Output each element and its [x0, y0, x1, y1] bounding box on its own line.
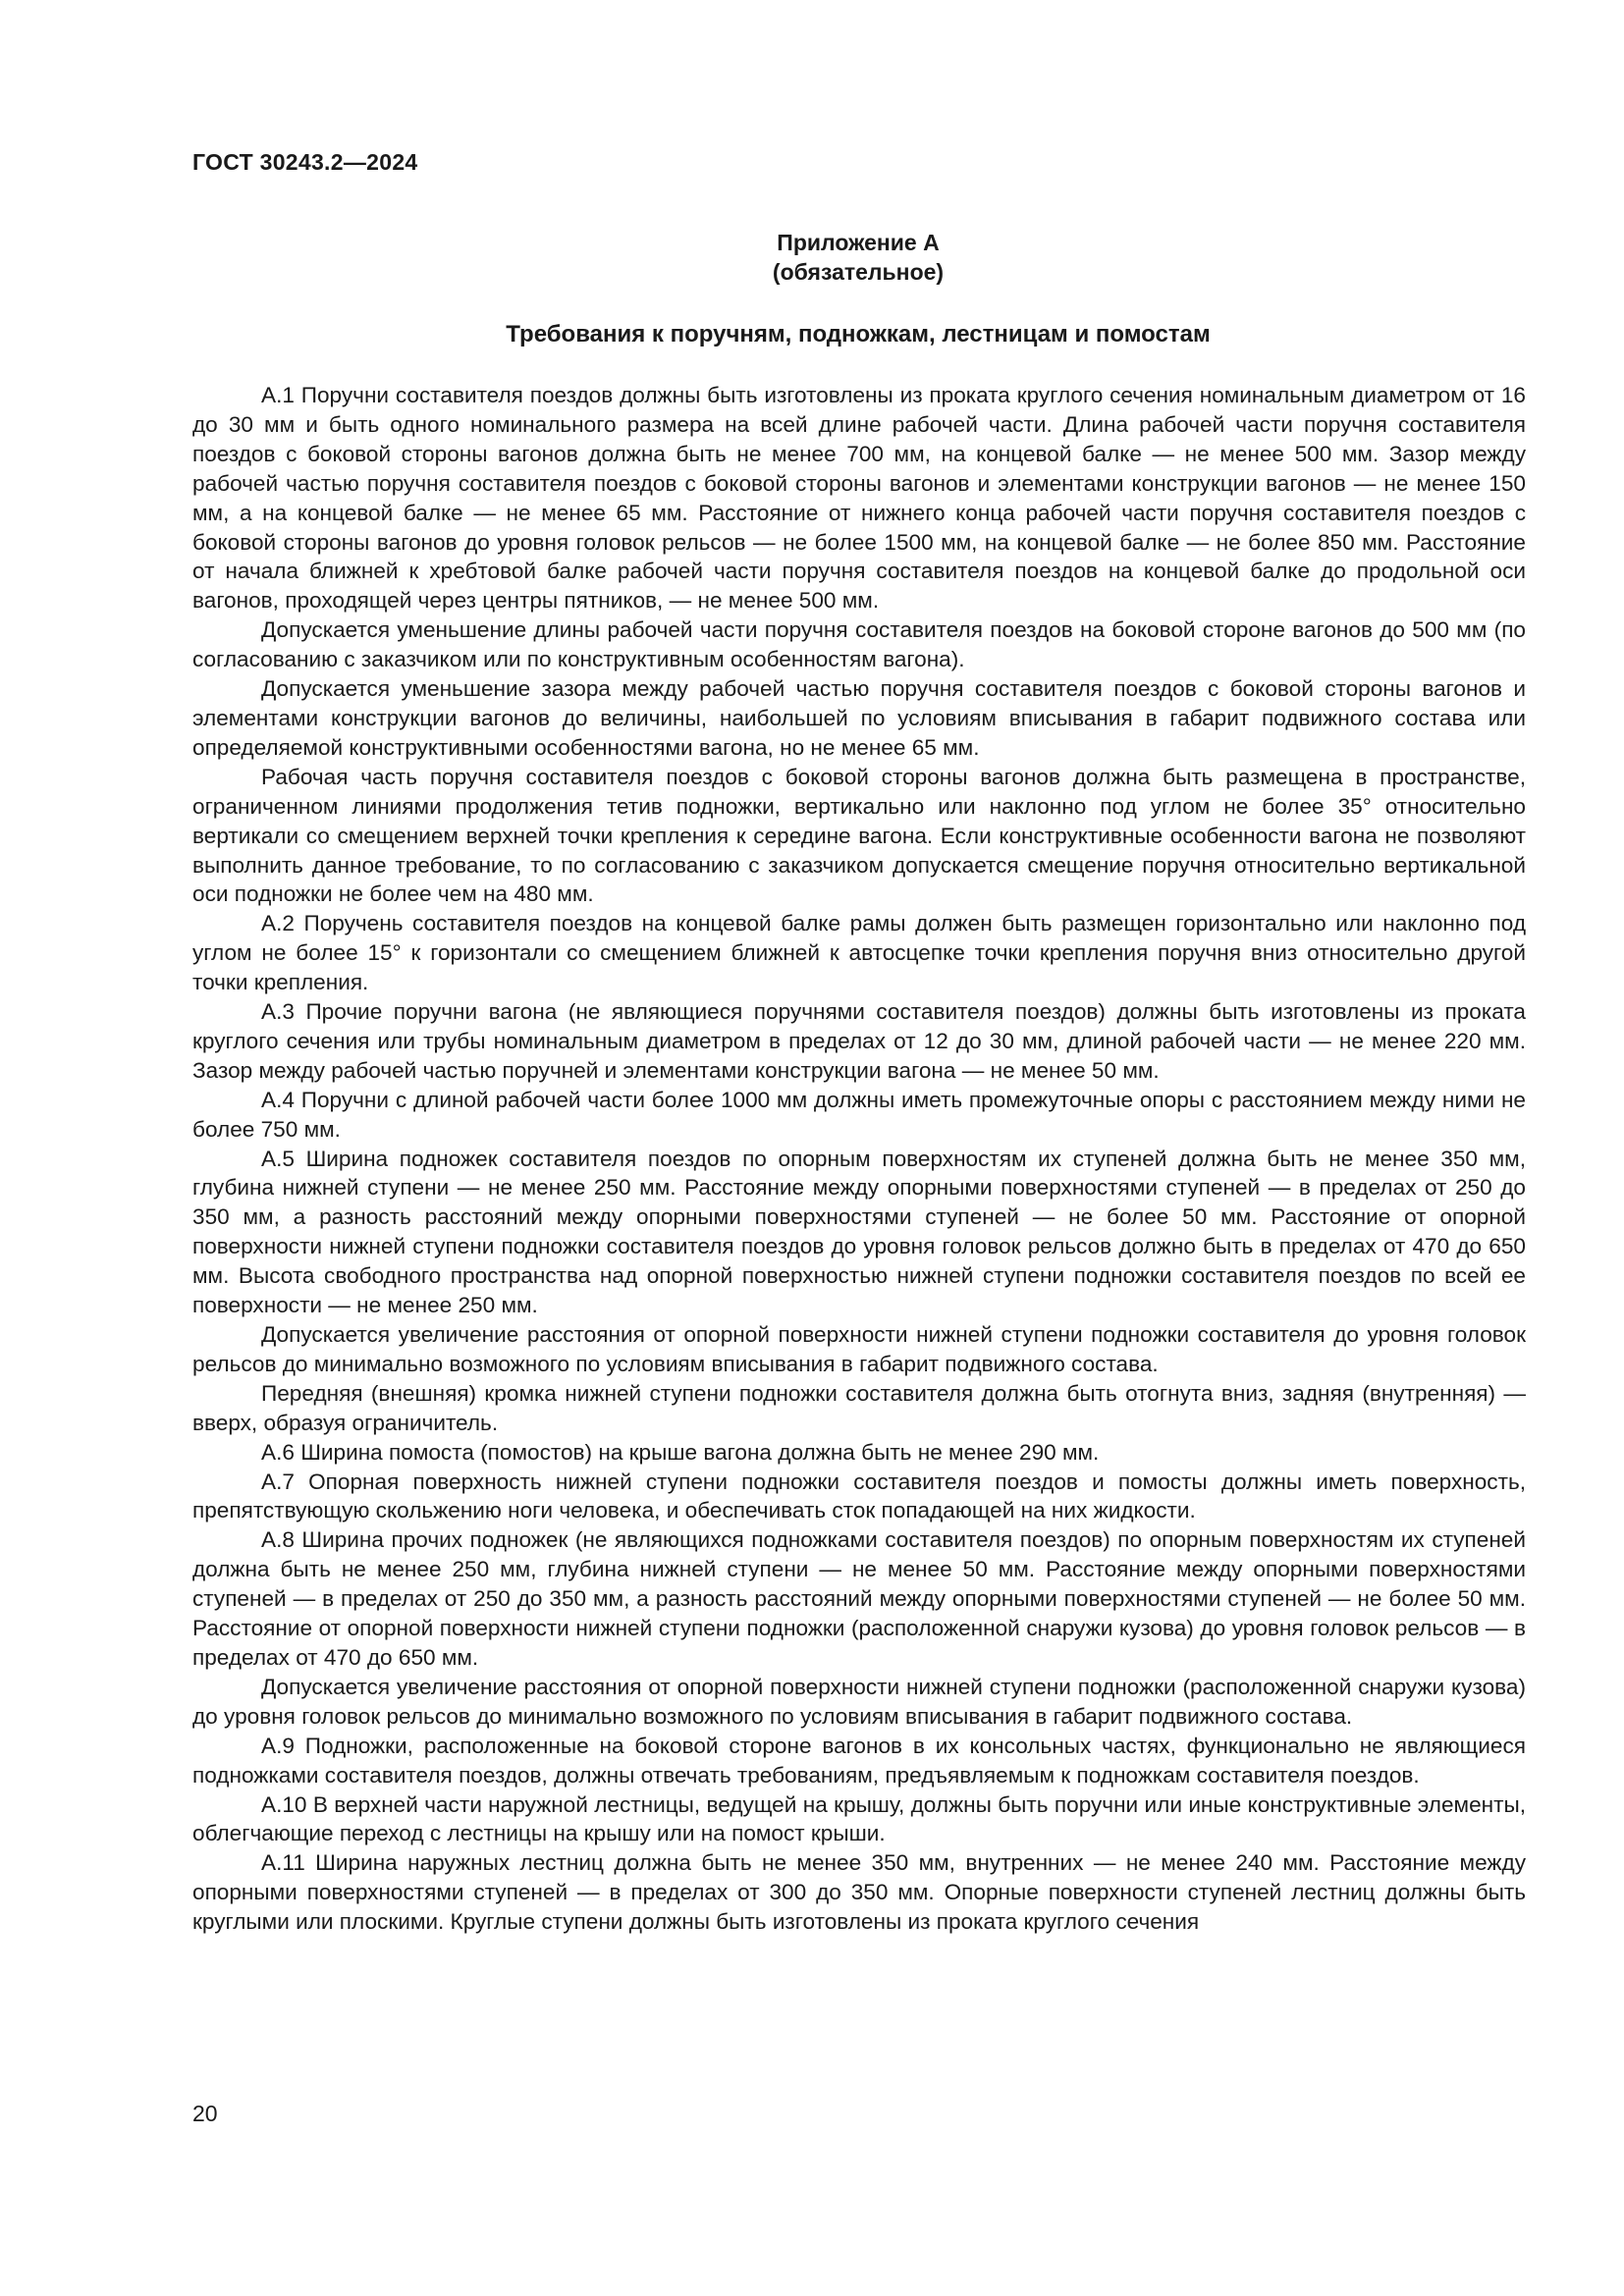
paragraph: Рабочая часть поручня составителя поездов с боковой стороны вагонов должна быть размещена в пространстве, ограниченном линиями продолжения тетив подножки, вертикально или наклонно под углом не более 35° относительно вертикали со смещением верхней точки крепления к середине вагона. Если конструктивные особенности вагона не позволяют выполнить данное требование, то по согласованию с заказчиком допускается смещение поручня относительно вертикальной оси подножки не более чем на 480 мм.: [192, 764, 1526, 907]
paragraph: А.8 Ширина прочих подножек (не являющихся подножками составителя поездов) по опорным поверхностям их ступеней должна быть не менее 250 мм, глубина нижней ступени — не менее 50 мм. Расстояние между опорными поверхностями ступеней — в пределах от 250 до 350 мм, а разность расстояний между опорными поверхностями ступеней — не более 50 мм. Расстояние от опорной поверхности нижней ступени подножки (расположенной снаружи кузова) до уровня головок рельсов — в пределах от 470 до 650 мм.: [192, 1527, 1526, 1670]
paragraph: А.6 Ширина помоста (помостов) на крыше вагона должна быть не менее 290 мм.: [261, 1439, 1100, 1465]
paragraph: А.2 Поручень составителя поездов на концевой балке рамы должен быть размещен горизонтально или наклонно под углом не более 15° к горизонтали со смещением ближней к автосцепке точки крепления поручня вниз относительно другой точки крепления.: [192, 911, 1526, 995]
section-title: Требования к поручням, подножкам, лестницам и помостам: [506, 321, 1211, 347]
paragraph: Передняя (внешняя) кромка нижней ступени подножки составителя должна быть отогнута вниз, задняя (внутренняя) — вверх, образуя ограничитель.: [192, 1380, 1526, 1435]
paragraph: А.4 Поручни с длиной рабочей части более 1000 мм должны иметь промежуточные опоры с расстоянием между ними не более 750 мм.: [192, 1087, 1526, 1142]
paragraph: Допускается уменьшение длины рабочей части поручня составителя поездов на боковой стороне вагонов до 500 мм (по согласованию с заказчиком или по конструктивным особенностям вагона).: [192, 617, 1526, 672]
paragraph: А.5 Ширина подножек составителя поездов по опорным поверхностям их ступеней должна быть не менее 350 мм, глубина нижней ступени — не менее 250 мм. Расстояние между опорными поверхностями ступеней — в пределах от 250 до 350 мм, а разность расстояний между опорными поверхностями ступеней — не более 50 мм. Расстояние от опорной поверхности нижней ступени подножки составителя поездов до уровня головок рельсов должно быть в пределах от 470 до 650 мм. Высота свободного пространства над опорной поверхностью нижней ступени подножки составителя поездов по всей ее поверхности — не менее 250 мм.: [192, 1146, 1526, 1318]
page-number: 20: [192, 2101, 218, 2126]
document-body: [192, 381, 1526, 1937]
appendix-subtitle: (обязательное): [772, 259, 945, 285]
paragraph: А.10 В верхней части наружной лестницы, ведущей на крышу, должны быть поручни или иные конструктивные элементы, облегчающие переход с лестницы на крышу или на помост крыши.: [192, 1791, 1526, 1846]
paragraph: А.9 Подножки, расположенные на боковой стороне вагонов в их консольных частях, функционально не являющиеся подножками составителя поездов, должны отвечать требованиям, предъявляемым к подножкам составителя поездов.: [192, 1733, 1526, 1788]
paragraph: Допускается уменьшение зазора между рабочей частью поручня составителя поездов с боковой стороны вагонов и элементами конструкции вагонов до величины, наибольшей по условиям вписывания в габарит подвижного состава или определяемой конструктивными особенностями вагона, но не менее 65 мм.: [192, 676, 1526, 760]
standard-header: ГОСТ 30243.2—2024: [192, 149, 418, 175]
paragraph: А.7 Опорная поверхность нижней ступени подножки составителя поездов и помосты должны иметь поверхность, препятствующую скольжению ноги человека, и обеспечивать сток попадающей на них жидкости.: [192, 1468, 1526, 1523]
paragraph: Допускается увеличение расстояния от опорной поверхности нижней ступени подножки (расположенной снаружи кузова) до уровня головок рельсов до минимально возможного по условиям вписывания в габарит подвижного состава.: [192, 1674, 1526, 1729]
appendix-heading: [192, 228, 1524, 287]
paragraph: Допускается увеличение расстояния от опорной поверхности нижней ступени подножки составителя до уровня головок рельсов до минимально возможного по условиям вписывания в габарит подвижного состава.: [192, 1322, 1526, 1376]
appendix-title: Приложение А: [777, 230, 940, 255]
paragraph: А.11 Ширина наружных лестниц должна быть не менее 350 мм, внутренних — не менее 240 мм. Расстояние между опорными поверхностями ступеней — в пределах от 300 до 350 мм. Опорные поверхности ступеней лестниц должны быть круглыми или плоскими. Круглые ступени должны быть изготовлены из проката круглого сечения: [192, 1850, 1526, 1935]
paragraph: А.1 Поручни составителя поездов должны быть изготовлены из проката круглого сечения номинальным диаметром от 16 до 30 мм и быть одного номинального размера на всей длине рабочей части. Длина рабочей части поручня составителя поездов с боковой стороны вагонов должна быть не менее 700 мм, на концевой балке — не менее 500 мм. Зазор между рабочей частью поручня составителя поездов с боковой стороны вагонов и элементами конструкции вагонов — не менее 150 мм, а на концевой балке — не менее 65 мм. Расстояние от нижнего конца рабочей части поручня составителя поездов с боковой стороны вагонов до уровня головок рельсов — не более 1500 мм, на концевой балке — не более 850 мм. Расстояние от начала ближней к хребтовой балке рабочей части поручня составителя поездов на концевой балке до продольной оси вагонов, проходящей через центры пятников, — не менее 500 мм.: [192, 383, 1526, 614]
paragraph: А.3 Прочие поручни вагона (не являющиеся поручнями составителя поездов) должны быть изготовлены из проката круглого сечения или трубы номинальным диаметром в пределах от 12 до 30 мм, длиной рабочей части — не менее 220 мм. Зазор между рабочей частью поручней и элементами конструкции вагона — не менее 50 мм.: [192, 999, 1526, 1083]
